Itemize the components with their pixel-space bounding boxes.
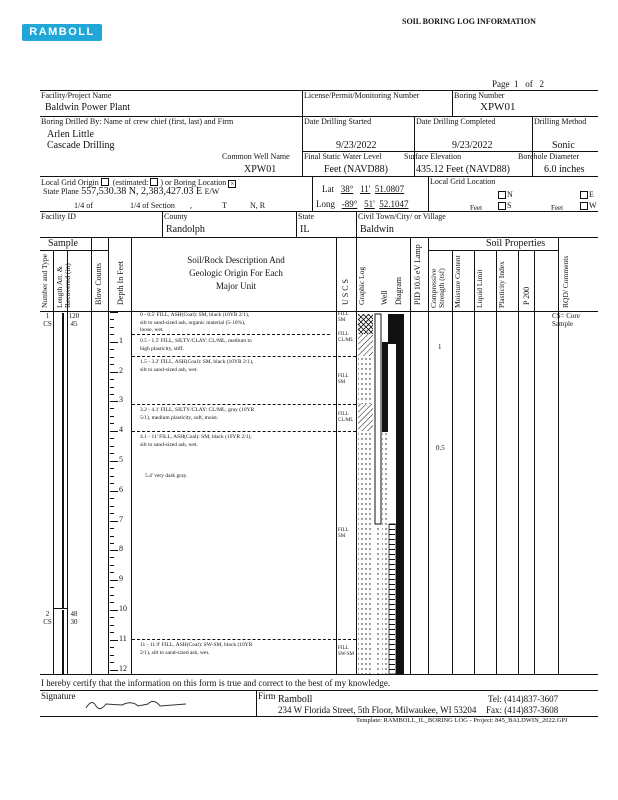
depth-minor-tick <box>110 625 114 626</box>
boring-location-label: ) or Boring Location <box>160 178 227 187</box>
depth-label: 7 <box>119 515 123 524</box>
well-name-label: Common Well Name <box>222 152 290 161</box>
depth-minor-tick <box>110 506 114 507</box>
graphic-fill <box>358 404 373 431</box>
township-label: T <box>222 201 227 210</box>
graphic-fill <box>358 356 373 404</box>
filter-pack <box>375 524 381 674</box>
desc-line: 11 - 11.9' FILL, ASH(Coal): SW-SM, black (10YR <box>140 642 253 648</box>
graphic-log-diagram <box>356 312 410 674</box>
description-6 <box>145 473 187 481</box>
depth-minor-tick <box>110 557 114 558</box>
uscs-3 <box>338 374 349 386</box>
desc-line: 2/1), silt to sand-sized ash, wet. <box>140 649 210 656</box>
well-casing <box>388 314 396 344</box>
depth-minor-tick <box>110 423 114 424</box>
sample-1-id <box>42 312 53 328</box>
uscs-text: FILL <box>338 374 349 379</box>
drilling-firm: Cascade Drilling <box>47 140 115 151</box>
depth-minor-tick <box>110 498 114 499</box>
sample-header: Sample <box>48 238 78 249</box>
grid-origin-label: Local Grid Origin <box>41 178 99 187</box>
feet-label-ew: Feet <box>551 204 564 212</box>
e-w-label: E/W <box>204 187 220 196</box>
template-note: Template: RAMBOLL_IL_BORING LOG - Project: 845_BALDWIN_2022.GPJ <box>356 717 568 724</box>
depth-minor-tick <box>110 483 114 484</box>
contact-line <box>132 639 356 640</box>
pid-header: PID 10.6 eV Lamp <box>413 244 422 305</box>
depth-label: 2 <box>119 366 123 375</box>
borehole-diameter-value: 6.0 inches <box>544 164 585 175</box>
uscs-text: FILL <box>338 312 349 317</box>
depth-label: 5 <box>119 455 123 464</box>
firm-address: 234 W Florida Street, 5th Floor, Milwaukee, WI 53204 <box>278 705 477 715</box>
diagram-header: Diagram <box>394 277 403 305</box>
uscs-text: SM <box>338 534 346 539</box>
depth-label: 3 <box>119 395 123 404</box>
feet-label-ns: Feet <box>470 204 483 212</box>
depth-minor-tick <box>110 357 114 358</box>
depth-tick <box>110 312 118 313</box>
rule <box>91 237 92 674</box>
depth-minor-tick <box>110 543 114 544</box>
liquid-limit-header: Liquid Limit <box>475 269 484 308</box>
south-label: S <box>507 201 512 210</box>
depth-label: 4 <box>119 425 123 434</box>
form-title: SOIL BORING LOG INFORMATION <box>402 17 536 26</box>
date-started-value: 9/23/2022 <box>336 140 377 151</box>
depth-minor-tick <box>110 379 114 380</box>
latitude-line <box>322 184 404 194</box>
desc-line: high plasticity, stiff. <box>140 345 184 352</box>
filter-pack <box>382 432 388 674</box>
depth-minor-tick <box>110 408 114 409</box>
uscs-text: FILL <box>338 332 349 337</box>
rule <box>40 250 108 251</box>
graphic-fill <box>358 431 373 674</box>
depth-minor-tick <box>110 647 114 648</box>
well-seal <box>382 342 388 432</box>
west-label: W <box>589 201 597 210</box>
compressive-header: Compressive Strength (tsf) <box>429 268 446 308</box>
description-7 <box>140 642 252 657</box>
graphic-fill <box>358 334 373 356</box>
facility-value: Baldwin Power Plant <box>45 102 130 113</box>
strength-value-2: 0.5 <box>436 444 445 452</box>
ramboll-logo: RAMBOLL <box>22 24 102 41</box>
depth-tick <box>110 461 118 462</box>
depth-minor-tick <box>110 662 114 663</box>
well-seal <box>396 314 404 674</box>
desc-line: 1.5 - 3.2' FILL, ASH(Coal): SM, black (10YR 2/1), <box>140 359 254 365</box>
uscs-text: CL/ML <box>338 338 354 343</box>
lat-minutes: 11' <box>360 184 371 194</box>
depth-minor-tick <box>110 655 114 656</box>
sample-1-recovered: 45 <box>70 320 78 328</box>
static-level-label: Final Static Water Level <box>304 152 382 161</box>
rule <box>558 237 559 674</box>
blow-counts-header: Blow Counts <box>94 262 103 305</box>
rule <box>40 211 598 212</box>
rule <box>302 90 303 176</box>
description-2 <box>140 338 252 353</box>
depth-minor-tick <box>110 476 114 477</box>
firm-fax: Fax: (414)837-3608 <box>486 705 559 715</box>
desc-line: 0 - 0.5' FILL, ASH(Coal): SM, black (10YR 2/1), <box>140 312 250 318</box>
rule <box>108 237 109 674</box>
static-level-value: Feet (NAVD88) <box>324 164 388 175</box>
depth-label: 8 <box>119 544 123 553</box>
depth-label: 11 <box>119 634 127 643</box>
depth-minor-tick <box>110 364 114 365</box>
boring-number-value: XPW01 <box>480 101 516 113</box>
rule <box>496 250 497 674</box>
rule <box>410 237 411 674</box>
rule <box>162 211 163 237</box>
length-recovered-header: Length Att. & Recovered (in) <box>55 263 72 308</box>
firm-telephone: Tel: (414)837-3607 <box>488 694 559 704</box>
rqd-header: RQD/ Comments <box>561 255 570 308</box>
contact-line <box>132 404 356 405</box>
strength-value-1: 1 <box>438 343 442 351</box>
uscs-text: SM <box>338 380 346 385</box>
depth-minor-tick <box>110 565 114 566</box>
lat-label: Lat <box>322 184 334 194</box>
surface-elevation-label: Surface Elevation <box>404 152 462 161</box>
desc-line: loose, wet. <box>140 327 164 333</box>
description-3 <box>140 359 253 374</box>
state-value: IL <box>300 224 310 235</box>
local-grid-label: Local Grid Location <box>430 177 496 186</box>
comment-line-2: Sample <box>552 320 573 328</box>
well-screen <box>389 524 396 674</box>
well-casing <box>375 314 381 524</box>
desc-line: 5/1), medium plasticity, soft, moist. <box>140 414 219 421</box>
rule <box>518 250 519 674</box>
uscs-1 <box>338 312 349 324</box>
uscs-text: FILL <box>338 412 349 417</box>
depth-tick <box>110 491 118 492</box>
depth-minor-tick <box>110 513 114 514</box>
well-header: Well <box>380 290 389 305</box>
desc-line: 3.2 - 4.1' FILL, SILTY/CLAY: CL/ML, gray (10YR <box>140 407 255 413</box>
desc-line: 0.5 - 1.5' FILL, SILTY/CLAY: CL/ML, medium to <box>140 338 252 344</box>
depth-minor-tick <box>110 632 114 633</box>
depth-tick <box>110 401 118 402</box>
number-type-header: Number and Type <box>40 254 49 308</box>
signature-image <box>82 696 192 714</box>
depth-minor-tick <box>110 595 114 596</box>
county-label: County <box>164 212 188 221</box>
rule <box>452 250 453 674</box>
rule <box>40 690 598 691</box>
depth-label: 1 <box>119 336 123 345</box>
depth-minor-tick <box>110 327 114 328</box>
desc-line: silt to sand-sized ash, wet. <box>140 366 198 373</box>
depth-tick <box>110 670 118 671</box>
rule <box>474 250 475 674</box>
sample-1-type: CS <box>43 320 52 328</box>
civil-town-value: Baldwin <box>360 224 394 235</box>
uscs-4 <box>338 412 353 424</box>
depth-tick <box>110 610 118 611</box>
description-1 <box>140 312 249 335</box>
depth-minor-tick <box>110 319 114 320</box>
sample-2-attempted: 48 <box>70 610 78 618</box>
contact-line <box>132 334 330 335</box>
rule <box>534 250 535 674</box>
graphic-fill <box>358 314 373 334</box>
depth-label: 12 <box>119 664 127 673</box>
signature-label: Signature <box>41 691 76 701</box>
south-checkbox[interactable] <box>498 202 506 210</box>
rule <box>356 211 357 237</box>
long-label: Long <box>316 199 335 209</box>
quarter-2: 1/4 of Section <box>130 201 175 210</box>
surface-elevation-value: 435.12 Feet (NAVD88) <box>416 164 510 175</box>
rule <box>452 90 453 116</box>
soil-properties-header: Soil Properties <box>486 238 546 249</box>
depth-minor-tick <box>110 416 114 417</box>
depth-minor-tick <box>110 536 114 537</box>
sample-2-recovery-bar <box>62 610 64 674</box>
depth-tick <box>110 342 118 343</box>
longitude-line <box>316 199 408 209</box>
depth-tick <box>110 550 118 551</box>
rule <box>40 674 598 675</box>
contact-line <box>132 356 356 357</box>
facility-id-label: Facility ID <box>41 212 76 221</box>
plasticity-header: Plasticity Index <box>497 261 506 308</box>
depth-label: 9 <box>119 574 123 583</box>
page-number: 1 <box>514 79 519 89</box>
sample-1-attempted: 120 <box>68 312 80 320</box>
depth-label: 6 <box>119 485 123 494</box>
moisture-header: Moisture Content <box>453 255 462 308</box>
signature-stroke <box>86 701 186 708</box>
depth-minor-tick <box>110 572 114 573</box>
graphic-log-header: Graphic Log <box>357 266 366 305</box>
sample-2-length <box>68 610 80 626</box>
page-indicator <box>492 79 544 89</box>
civil-town-label: Civil Town/City/ or Village <box>358 212 446 221</box>
long-seconds: 52.1047 <box>379 199 409 209</box>
uscs-text: CL/ML <box>338 418 354 423</box>
depth-minor-tick <box>110 453 114 454</box>
section-comma: , <box>190 201 192 210</box>
page-label: Page <box>492 79 510 89</box>
state-plane-label: State Plane <box>43 187 79 196</box>
sample-1-recovery-bar <box>62 313 64 608</box>
certification-statement: I hereby certify that the information on this form is true and correct to the best of my knowledge. <box>41 678 391 688</box>
west-checkbox[interactable] <box>580 202 588 210</box>
rule <box>40 311 598 312</box>
depth-minor-tick <box>110 349 114 350</box>
description-4 <box>140 407 254 422</box>
date-completed-value: 9/23/2022 <box>452 140 493 151</box>
east-label: E <box>589 190 594 199</box>
county-value: Randolph <box>166 224 205 235</box>
north-label: N <box>507 190 513 199</box>
long-degrees: -89° <box>341 199 358 209</box>
state-plane-value: 557,530.38 N, 2,383,427.03 E <box>81 186 203 197</box>
sample-2-number: 2 <box>45 610 50 618</box>
date-started-label: Date Drilling Started <box>304 117 372 126</box>
depth-tick <box>110 580 118 581</box>
sample-break <box>53 608 67 609</box>
boring-number-label: Boring Number <box>454 91 505 100</box>
drilling-method-value: Sonic <box>552 140 575 151</box>
depth-tick <box>110 640 118 641</box>
drilled-by-label: Boring Drilled By: Name of crew chief (first, last) and Firm <box>41 117 234 126</box>
sample-1-length <box>68 312 80 328</box>
rule <box>428 250 558 251</box>
rule <box>256 690 257 716</box>
desc-line: silt to sand-sized ash, organic material (5-10%), <box>140 319 246 326</box>
depth-minor-tick <box>110 446 114 447</box>
range-label: N, R <box>250 201 266 210</box>
rule <box>532 116 533 176</box>
page-total: 2 <box>539 79 544 89</box>
description-header: Soil/Rock Description And Geologic Origin For Each Major Unit <box>187 255 285 291</box>
depth-minor-tick <box>110 602 114 603</box>
depth-minor-tick <box>110 438 114 439</box>
depth-minor-tick <box>110 334 114 335</box>
north-checkbox[interactable] <box>498 191 506 199</box>
depth-minor-tick <box>110 528 114 529</box>
estimated-label: (estimated: <box>112 178 149 187</box>
page-of: of <box>525 79 533 89</box>
lat-degrees: 38° <box>340 184 354 194</box>
borehole-diameter-label: Borehole Diameter <box>518 152 580 161</box>
sample-2-type: CS <box>43 618 52 626</box>
uscs-5 <box>338 528 349 540</box>
sample-1-number: 1 <box>45 312 50 320</box>
sample-2-id <box>42 610 53 626</box>
depth-tick <box>110 372 118 373</box>
boring-location-checkbox[interactable]: × <box>228 180 236 188</box>
crew-chief: Arlen Little <box>47 129 94 140</box>
state-plane-line <box>43 186 219 197</box>
lat-seconds: 51.0807 <box>374 184 405 194</box>
rule <box>336 237 337 674</box>
estimated-checkbox[interactable] <box>150 178 158 186</box>
rule <box>428 176 429 211</box>
east-checkbox[interactable] <box>580 191 588 199</box>
rule <box>53 250 54 674</box>
depth-minor-tick <box>110 468 114 469</box>
date-completed-label: Date Drilling Completed <box>416 117 496 126</box>
comment-line-1: CS= Core <box>552 312 580 320</box>
contact-line <box>132 431 356 432</box>
drilling-method-label: Drilling Method <box>534 117 587 126</box>
rule <box>131 237 132 674</box>
depth-minor-tick <box>110 617 114 618</box>
uscs-text: SW-SM <box>338 652 355 657</box>
desc-line: 4.1 - 11' FILL, ASH(Coal): SM, black (10YR 2/1), <box>140 434 252 440</box>
depth-tick <box>110 431 118 432</box>
rule <box>312 176 313 211</box>
grid-origin-checkbox[interactable] <box>101 178 109 186</box>
desc-line: 5.4' very dark gray. <box>145 473 188 479</box>
state-label: State <box>298 212 314 221</box>
depth-minor-tick <box>110 387 114 388</box>
desc-line: silt to sand-sized ash, wet. <box>140 441 198 448</box>
uscs-2 <box>338 332 353 344</box>
firm-label: Firm <box>258 691 276 701</box>
facility-label: Facility/Project Name <box>41 91 112 100</box>
rule <box>414 116 415 176</box>
sample-2-recovered: 30 <box>70 618 78 626</box>
rule <box>296 211 297 237</box>
long-minutes: 51' <box>364 199 375 209</box>
license-label: License/Permit/Monitoring Number <box>304 91 420 100</box>
depth-minor-tick <box>110 394 114 395</box>
sample-1-comment <box>552 312 580 328</box>
depth-label: 10 <box>119 604 127 613</box>
firm-name: Ramboll <box>278 694 313 705</box>
uscs-text: FILL <box>338 528 349 533</box>
well-name-value: XPW01 <box>244 164 277 175</box>
depth-header: Depth In Feet <box>116 261 125 305</box>
uscs-text: FILL <box>338 646 349 651</box>
p200-header: P 200 <box>522 286 531 305</box>
uscs-header: U S C S <box>341 278 350 305</box>
quarter-1: 1/4 of <box>74 201 93 210</box>
uscs-6 <box>338 646 354 658</box>
uscs-text: SM <box>338 318 346 323</box>
depth-minor-tick <box>110 587 114 588</box>
description-5 <box>140 434 252 449</box>
depth-tick <box>110 521 118 522</box>
